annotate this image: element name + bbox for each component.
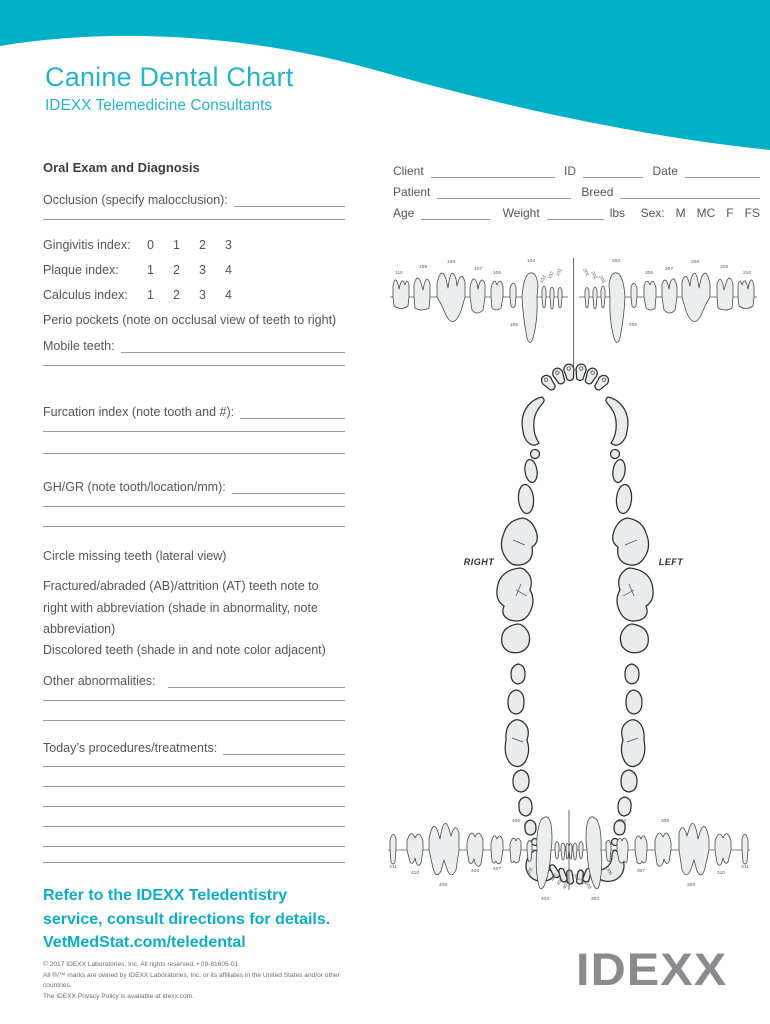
svg-text:310: 310 xyxy=(716,871,726,876)
id-input-line[interactable] xyxy=(583,166,643,178)
fineprint xyxy=(43,960,345,1002)
ghgr-input-line[interactable] xyxy=(232,481,345,494)
svg-text:301: 301 xyxy=(571,873,580,883)
furcation-input-line-2[interactable] xyxy=(43,431,345,432)
sex-option-mc[interactable]: MC xyxy=(696,206,716,220)
svg-text:209: 209 xyxy=(719,265,729,270)
discolored-note: Discolored teeth (shade in and note color adjacent) xyxy=(43,643,326,657)
other-abnormalities-input-line-2[interactable] xyxy=(43,700,345,701)
patient-input-line[interactable] xyxy=(437,187,571,199)
svg-text:305: 305 xyxy=(604,867,613,877)
circle-missing-note: Circle missing teeth (lateral view) xyxy=(43,549,227,563)
teledentistry-note-line1: Refer to the IDEXX Teledentistry xyxy=(43,887,288,904)
other-abnormalities-input-line-3[interactable] xyxy=(43,720,345,721)
privacy-line: The IDEXX Privacy Policy is available at idexx.com. xyxy=(43,992,194,1000)
age-input-line[interactable] xyxy=(421,208,490,220)
id-label: ID xyxy=(564,164,577,178)
plaque-index-field xyxy=(43,263,345,277)
patient-info-row-1 xyxy=(393,157,760,178)
plaque-label: Plaque index: xyxy=(43,263,119,277)
sex-label: Sex: xyxy=(640,206,665,220)
svg-text:204: 204 xyxy=(611,259,621,264)
svg-text:408: 408 xyxy=(470,869,480,874)
lower-right-quadrant-teeth[interactable] xyxy=(388,817,569,889)
teledentistry-note xyxy=(43,884,345,932)
today-procedures-label: Today’s procedures/treatments: xyxy=(43,741,218,755)
svg-text:411: 411 xyxy=(389,865,397,870)
gingivitis-option-2[interactable]: 2 xyxy=(199,238,206,252)
lower-arcade-lateral-view[interactable] xyxy=(385,805,770,905)
mobile-teeth-input-line[interactable] xyxy=(121,340,345,353)
gingivitis-index-field xyxy=(43,238,345,252)
age-label: Age xyxy=(393,206,415,220)
plaque-option-1[interactable]: 1 xyxy=(147,263,154,277)
date-input-line[interactable] xyxy=(685,166,760,178)
today-procedures-line-5[interactable] xyxy=(43,826,345,827)
ghgr-input-line-3[interactable] xyxy=(43,526,345,527)
left-side-label: LEFT xyxy=(658,557,684,567)
today-procedures-line-2[interactable] xyxy=(43,766,345,767)
sex-option-fs[interactable]: FS xyxy=(744,206,760,220)
svg-text:306: 306 xyxy=(617,819,627,824)
today-procedures-input-line[interactable] xyxy=(223,742,345,755)
breed-label: Breed xyxy=(581,185,614,199)
patient-info-row-3 xyxy=(393,199,760,220)
calculus-option-3[interactable]: 3 xyxy=(199,288,206,302)
svg-text:302: 302 xyxy=(577,877,586,887)
svg-text:303: 303 xyxy=(583,881,592,891)
svg-text:109: 109 xyxy=(418,265,428,270)
today-procedures-line-3[interactable] xyxy=(43,786,345,787)
svg-text:201: 201 xyxy=(581,268,590,278)
furcation-field xyxy=(43,405,345,419)
svg-text:410: 410 xyxy=(410,871,420,876)
svg-text:102: 102 xyxy=(547,271,556,281)
mobile-teeth-label: Mobile teeth: xyxy=(43,339,115,353)
weight-label: Weight xyxy=(502,206,540,220)
weight-unit-label: lbs xyxy=(609,206,626,220)
furcation-input-line-3[interactable] xyxy=(43,453,345,454)
svg-text:404: 404 xyxy=(540,897,550,902)
svg-text:203: 203 xyxy=(597,275,606,285)
gingivitis-option-3[interactable]: 3 xyxy=(225,238,232,252)
vetmedstat-link[interactable]: VetMedStat.com/teledental xyxy=(43,934,246,951)
svg-text:409: 409 xyxy=(438,883,448,888)
page-subtitle: IDEXX Telemedicine Consultants xyxy=(45,97,273,114)
mobile-teeth-input-line-2[interactable] xyxy=(43,365,345,366)
svg-text:108: 108 xyxy=(446,260,456,265)
ghgr-field xyxy=(43,480,345,494)
svg-text:103: 103 xyxy=(539,275,548,285)
sex-option-f[interactable]: F xyxy=(726,206,734,220)
svg-text:110: 110 xyxy=(395,271,403,276)
fractured-note: Fractured/abraded (AB)/attrition (AT) teeth note to right with abbreviation (shade in abnormality, note abbreviation) xyxy=(43,579,319,636)
idexx-logo: IDEXX xyxy=(576,944,728,995)
lower-left-quadrant-teeth[interactable] xyxy=(569,817,750,889)
other-abnormalities-field xyxy=(43,674,345,688)
patient-info xyxy=(393,157,760,220)
copyright-line: © 2017 IDEXX Laboratories, Inc. All rights reserved. • 09-81605-01 xyxy=(43,961,239,968)
gingivitis-option-0[interactable]: 0 xyxy=(147,238,154,252)
svg-text:401: 401 xyxy=(562,881,571,891)
occlusion-input-line-2[interactable] xyxy=(43,219,345,220)
plaque-option-3[interactable]: 3 xyxy=(199,263,206,277)
calculus-label: Calculus index: xyxy=(43,288,128,302)
svg-text:205: 205 xyxy=(628,323,638,328)
patient-label: Patient xyxy=(393,185,431,199)
svg-text:207: 207 xyxy=(664,267,674,272)
svg-text:106: 106 xyxy=(492,271,502,276)
occlusal-upper-incisors[interactable] xyxy=(539,363,610,392)
svg-text:402: 402 xyxy=(556,877,565,887)
teledentistry-note-line2: service, consult directions for details. xyxy=(43,911,331,928)
client-label: Client xyxy=(393,164,424,178)
svg-text:407: 407 xyxy=(492,867,502,872)
svg-text:311: 311 xyxy=(741,865,749,870)
svg-text:107: 107 xyxy=(473,267,483,272)
client-input-line[interactable] xyxy=(431,166,555,178)
right-side-label: RIGHT xyxy=(463,557,495,567)
date-label: Date xyxy=(652,164,678,178)
occlusion-field xyxy=(43,193,345,207)
calculus-option-2[interactable]: 2 xyxy=(173,288,180,302)
occlusion-input-line[interactable] xyxy=(234,194,345,207)
svg-text:105: 105 xyxy=(509,323,519,328)
today-procedures-line-6[interactable] xyxy=(43,846,345,847)
svg-text:309: 309 xyxy=(686,883,696,888)
other-abnormalities-label: Other abnormalities: xyxy=(43,674,156,688)
sex-option-m[interactable]: M xyxy=(675,206,686,220)
ghgr-label: GH/GR (note tooth/location/mm): xyxy=(43,480,226,494)
svg-text:405: 405 xyxy=(526,867,535,877)
perio-pockets-note: Perio pockets (note on occlusal view of teeth to right) xyxy=(43,313,337,327)
svg-text:210: 210 xyxy=(742,271,752,276)
upper-left-quadrant-teeth[interactable] xyxy=(579,273,757,343)
svg-text:406: 406 xyxy=(511,819,521,824)
plaque-option-4[interactable]: 4 xyxy=(225,263,232,277)
svg-text:202: 202 xyxy=(589,271,598,281)
section-title: Oral Exam and Diagnosis xyxy=(43,160,200,175)
gingivitis-option-1[interactable]: 1 xyxy=(173,238,180,252)
svg-text:403: 403 xyxy=(550,873,559,883)
plaque-option-2[interactable]: 2 xyxy=(173,263,180,277)
calculus-option-4[interactable]: 4 xyxy=(225,288,232,302)
patient-info-row-2 xyxy=(393,178,760,199)
breed-input-line[interactable] xyxy=(620,187,760,199)
calculus-index-field xyxy=(43,288,345,302)
today-procedures-field xyxy=(43,741,345,755)
svg-text:304: 304 xyxy=(590,897,600,902)
svg-text:104: 104 xyxy=(526,259,536,264)
svg-text:307: 307 xyxy=(636,869,646,874)
svg-text:308: 308 xyxy=(660,819,670,824)
trademark-line: All ®/™ marks are owned by IDEXX Laboratories, Inc. or its affiliates in the United States and/or other countries. xyxy=(43,971,340,990)
gingivitis-label: Gingivitis index: xyxy=(43,238,131,252)
today-procedures-line-4[interactable] xyxy=(43,806,345,807)
sex-options xyxy=(665,206,760,220)
weight-input-line[interactable] xyxy=(547,208,604,220)
other-abnormalities-input-line[interactable] xyxy=(168,675,345,688)
upper-arcade-lateral-view[interactable] xyxy=(390,258,757,368)
svg-text:101: 101 xyxy=(555,268,564,278)
furcation-input-line[interactable] xyxy=(240,406,345,419)
calculus-option-1[interactable]: 1 xyxy=(147,288,154,302)
mobile-teeth-field xyxy=(43,339,345,353)
ghgr-input-line-2[interactable] xyxy=(43,506,345,507)
svg-text:206: 206 xyxy=(644,271,654,276)
occlusion-label: Occlusion (specify malocclusion): xyxy=(43,193,228,207)
today-procedures-line-7[interactable] xyxy=(43,862,345,863)
furcation-label: Furcation index (note tooth and #): xyxy=(43,405,235,419)
svg-text:208: 208 xyxy=(690,260,700,265)
page-title: Canine Dental Chart xyxy=(45,62,294,92)
